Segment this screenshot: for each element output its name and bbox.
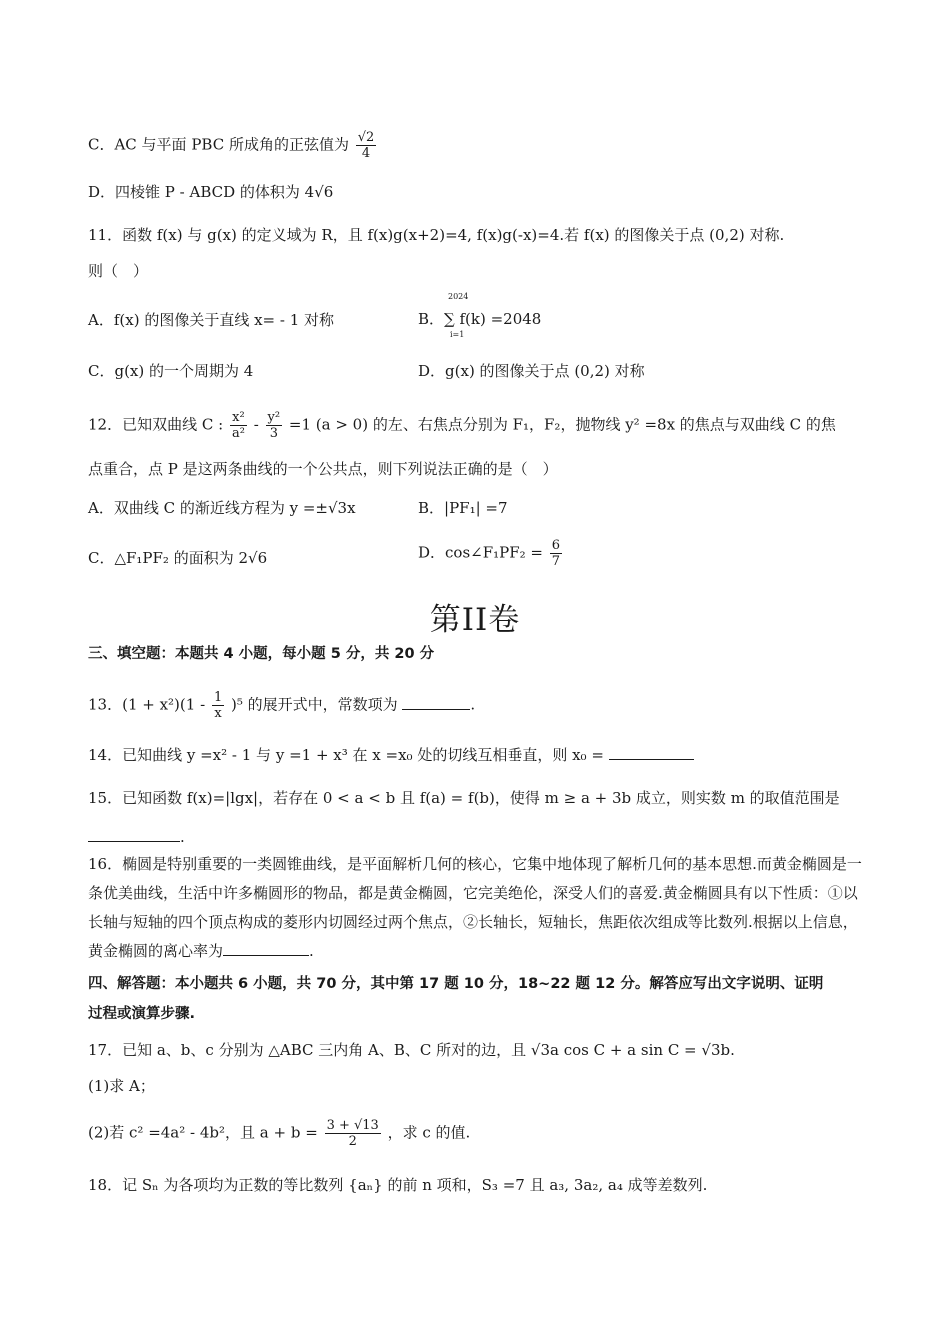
q13: 13．(1 + x²)(1 - $\frac{1}{x}$ )⁵ 的展开式中，常数项为 . xyxy=(88,690,476,721)
section-2-title: 第II卷 xyxy=(429,602,521,638)
q10-option-d: D．四棱锥 P - ABCD 的体积为 4√6 xyxy=(88,183,334,201)
q10-option-c-fraction: $\frac{√2}{4}$ xyxy=(357,130,375,161)
q12-frac-y: $\frac{\text{y²}}{3}$ xyxy=(267,410,281,441)
q12-option-d-fraction: $\frac{6}{7}$ xyxy=(551,538,561,569)
q17-stem: 17．已知 a、b、c 分别为 △ABC 三内角 A、B、C 所对的边，且 √3a cos C + a sin C = √3b. xyxy=(88,1041,735,1059)
section-4-header-line2: 过程或演算步骤. xyxy=(88,1006,196,1022)
q14-answer-blank[interactable] xyxy=(609,745,694,760)
q11-option-a: A．f(x) 的图像关于直线 x= - 1 对称 xyxy=(88,311,335,329)
q12-option-c: C．△F₁PF₂ 的面积为 2√6 xyxy=(88,549,268,567)
q12-stem-cont: 点重合，点 P 是这两条曲线的一个公共点，则下列说法正确的是（ ） xyxy=(88,460,558,478)
q17-part2: (2)若 c² =4a² - 4b²，且 a + b = $\frac{3 + √13}{2}$ ，求 c 的值. xyxy=(88,1118,471,1149)
q12-option-b: B．|PF₁| =7 xyxy=(418,499,508,517)
section-4-header-line1: 四、解答题：本小题共 6 小题，共 70 分，其中第 17 题 10 分，18~22 题 12 分。解答应写出文字说明、证明 xyxy=(88,976,824,992)
q15-cont: . xyxy=(88,826,185,848)
q12-stem: 12．已知双曲线 C : $\frac{\text{x²}}{\text{a²}}$ - $\frac{\text{y²}}{3}$ =1 (a > 0) 的左、右焦点分别为 F₁，F₂，抛物线 y² =8x 的焦点与双曲线 C 的焦 xyxy=(88,410,836,441)
q17-part2-fraction: $\frac{3 + √13}{2}$ xyxy=(326,1118,379,1149)
q13-fraction: $\frac{1}{x}$ xyxy=(213,690,223,721)
q17-part1: (1)求 A； xyxy=(88,1077,155,1095)
q10-option-c: C．AC 与平面 PBC 所成角的正弦值为 $\frac{√2}{4}$ xyxy=(88,130,375,161)
q11-stem: 11．函数 f(x) 与 g(x) 的定义域为 R，且 f(x)g(x+2)=4, f(x)g(-x)=4.若 f(x) 的图像关于点 (0,2) 对称. xyxy=(88,226,785,244)
q15-answer-blank[interactable] xyxy=(88,827,180,842)
section-3-header: 三、填空题：本题共 4 小题，每小题 5 分，共 20 分 xyxy=(88,646,435,662)
q13-answer-blank[interactable] xyxy=(402,695,470,710)
q11-stem-cont: 则（ ） xyxy=(88,262,149,280)
exam-page: C．AC 与平面 PBC 所成角的正弦值为 $\frac{√2}{4}$ D．四棱锥 P - ABCD 的体积为 4√6 11．函数 f(x) 与 g(x) 的定义域为 R，且 f(x)g(x+2)=4, f(x)g(-x)=4.若 f(x) 的图像关于点 (0,2) 对称. 则（ ） A．f(x) 的图像关于直线 x= - 1 对称 2024 B．∑ f(k) =2048 i=1 C．g(x) 的一个周期为 4 D．g(x) 的图像关于点 (0,2) 对称 12．已知双曲线 C : $\frac{\text{x²}}{\text{a²}}$ - $\frac{\text{y²}}{3}$ =1 (a > 0) 的左、右焦点分别为 F₁，F₂，抛物线 y² =8x 的焦点与双曲线 C 的焦 点重合，点 P 是这两条曲线的一个公共点，则下列说法正确的是（ ） A．双曲线 C 的渐近线方程为 y =±√3x B．|PF₁| =7 C．△F₁PF₂ 的面积为 2√6 D．cos∠F₁PF₂ = $\frac{6}{7}$ 第II卷 三、填空题：本题共 4 小题，每小题 5 分，共 20 分 13．(1 + x²)(1 - $\frac{1}{x}$ )⁵ 的展开式中，常数项为 . 14．已知曲线 y =x² - 1 与 y =1 + x³ 在 x =x₀ 处的切线互相垂直，则 x₀ = 15．已知函数 f(x)=|lgx|，若存在 0 < a < b 且 f(a) = f(b)，使得 m ≥ a + 3b 成立，则实数 m 的取值范围是 . 16．椭圆是特别重要的一类圆锥曲线，是平面解析几何的核心，它集中地体现了解析几何的基本思想.而黄金椭圆是一条优美曲线，生活中许多椭圆形的物品，都是黄金椭圆，它完美绝伦，深受人们的喜爱.黄金椭圆具有以下性质：①以长轴与短轴的四个顶点构成的菱形内切圆经过两个焦点，②长轴长，短轴长，焦距依次组成等比数列.根据以上信息，黄金椭圆的离心率为 . 四、解答题：本小题共 6 小题，共 70 分，其中第 17 题 10 分，18~22 题 12 分。解答应写出文字说明、证明 过程或演算步骤. 17．已知 a、b、c 分别为 △ABC 三内角 A、B、C 所对的边，且 √3a cos C + a sin C = √3b. (1)求 A； (2)若 c² =4a² - 4b²，且 a + b = $\frac{3 + √13}{2}$ ，求 c 的值. 18．记 Sₙ 为各项均为正数的等比数列 {aₙ} 的前 n 项和，S₃ =7 且 a₃, 3a₂, a₄ 成等差数列. xyxy=(0,0,950,1344)
q15: 15．已知函数 f(x)=|lgx|，若存在 0 < a < b 且 f(a) = f(b)，使得 m ≥ a + 3b 成立，则实数 m 的取值范围是 xyxy=(88,789,840,807)
q12-frac-x: $\frac{\text{x²}}{\text{a²}}$ xyxy=(231,410,245,441)
q16: 16．椭圆是特别重要的一类圆锥曲线，是平面解析几何的核心，它集中地体现了解析几何的基本思想.而黄金椭圆是一条优美曲线，生活中许多椭圆形的物品，都是黄金椭圆，它完美绝伦，深受人们的喜爱.黄金椭圆具有以下性质：①以长轴与短轴的四个顶点构成的菱形内切圆经过两个焦点，②长轴长，短轴长，焦距依次组成等比数列.根据以上信息，黄金椭圆的离心率为 . xyxy=(88,855,862,960)
q11-option-c: C．g(x) 的一个周期为 4 xyxy=(88,362,254,380)
q12-option-d: D．cos∠F₁PF₂ = $\frac{6}{7}$ xyxy=(418,538,561,569)
q14: 14．已知曲线 y =x² - 1 与 y =1 + x³ 在 x =x₀ 处的切线互相垂直，则 x₀ = xyxy=(88,744,694,766)
q11-option-d: D．g(x) 的图像关于点 (0,2) 对称 xyxy=(418,362,645,380)
q18-stem: 18．记 Sₙ 为各项均为正数的等比数列 {aₙ} 的前 n 项和，S₃ =7 且 a₃, 3a₂, a₄ 成等差数列. xyxy=(88,1176,708,1194)
q12-option-a: A．双曲线 C 的渐近线方程为 y =±√3x xyxy=(88,499,356,517)
q16-answer-blank[interactable] xyxy=(223,941,309,956)
